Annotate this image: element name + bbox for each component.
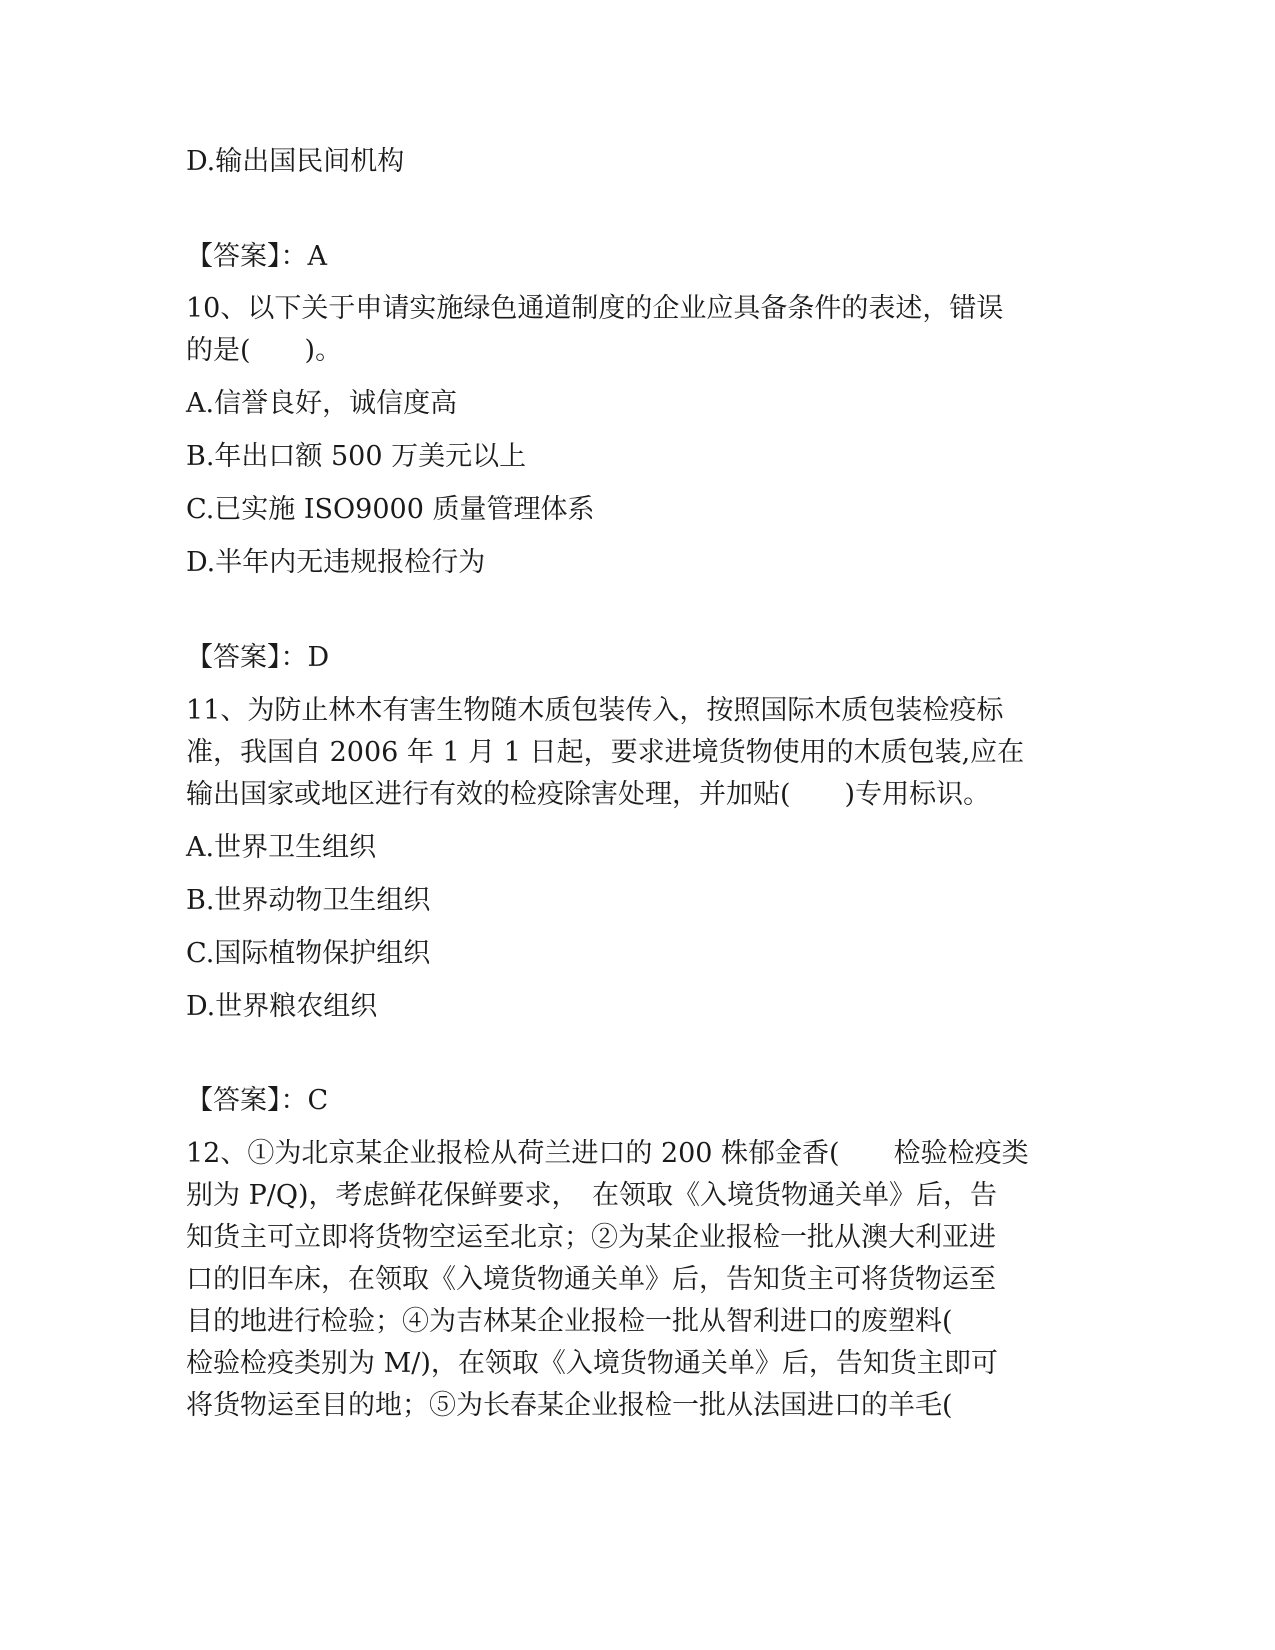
question-10-answer: 【答案】：D <box>186 642 330 673</box>
question-10-option-c: C.已实施 ISO9000 质量管理体系 <box>186 494 595 525</box>
answer-line: 【答案】：A <box>186 241 327 272</box>
question-11-option-c: C.国际植物保护组织 <box>186 938 431 969</box>
question-10-option-a: A.信誉良好，诚信度高 <box>186 388 458 419</box>
question-12-stem-line-6: 检验检疫类别为 M/)，在领取《入境货物通关单》后，告知货主即可 <box>186 1348 998 1379</box>
question-12-stem-line-5: 目的地进行检验；④为吉林某企业报检一批从智利进口的废塑料( <box>186 1306 953 1337</box>
question-10-option-d: D.半年内无违规报检行为 <box>186 547 486 578</box>
question-11-option-a: A.世界卫生组织 <box>186 832 377 863</box>
question-12-stem-line-4: 口的旧车床，在领取《入境货物通关单》后，告知货主可将货物运至 <box>186 1264 996 1295</box>
question-12-stem-line-2: 别为 P/Q)，考虑鲜花保鲜要求， 在领取《入境货物通关单》后，告 <box>186 1180 998 1211</box>
question-12-stem-line-1: 12、①为北京某企业报检从荷兰进口的 200 株郁金香( 检验检疫类 <box>186 1138 1029 1169</box>
question-11-answer: 【答案】：C <box>186 1085 329 1116</box>
question-10-stem-line-2: 的是( )。 <box>186 335 343 366</box>
question-11-option-d: D.世界粮农组织 <box>186 991 378 1022</box>
question-12-stem-line-7: 将货物运至目的地；⑤为长春某企业报检一批从法国进口的羊毛( <box>186 1390 953 1421</box>
question-11-option-b: B.世界动物卫生组织 <box>186 885 431 916</box>
question-11-stem-line-3: 输出国家或地区进行有效的检疫除害处理，并加贴( )专用标识。 <box>186 779 991 810</box>
question-10-option-b: B.年出口额 500 万美元以上 <box>186 441 527 472</box>
question-11-stem-line-1: 11、为防止林木有害生物随木质包装传入，按照国际木质包装检疫标 <box>186 695 1004 726</box>
question-11-stem-line-2: 准，我国自 2006 年 1 月 1 日起，要求进境货物使用的木质包装,应在 <box>186 737 1025 768</box>
option-d: D.输出国民间机构 <box>186 146 405 177</box>
question-10-stem-line-1: 10、以下关于申请实施绿色通道制度的企业应具备条件的表述，错误 <box>186 293 1004 324</box>
question-12-stem-line-3: 知货主可立即将货物空运至北京；②为某企业报检一批从澳大利亚进 <box>186 1222 996 1253</box>
